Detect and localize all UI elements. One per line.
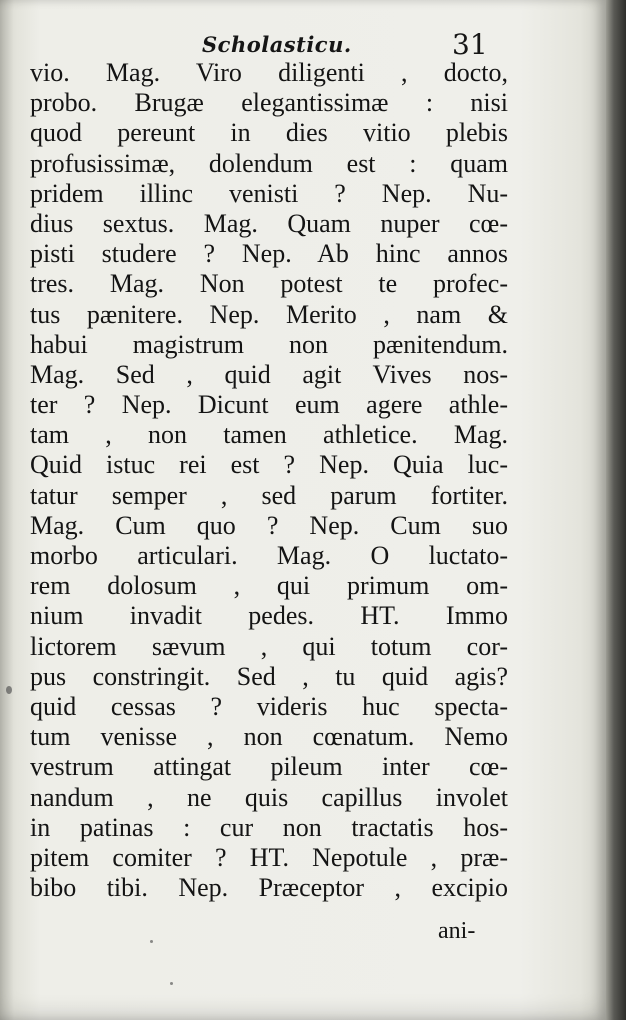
- text-line: lictorem sævum , qui totum cor-: [30, 631, 508, 661]
- text-line: profusissimæ, dolendum est : quam: [30, 148, 508, 178]
- text-line: Mag. Cum quo ? Nep. Cum suo: [30, 510, 508, 540]
- text-line: bibo tibi. Nep. Præceptor , excipio: [30, 873, 508, 903]
- text-line: tatur semper , sed parum fortiter.: [30, 480, 508, 510]
- text-line: rem dolosum , qui primum om-: [30, 571, 508, 601]
- text-line: pisti studere ? Nep. Ab hinc annos: [30, 239, 508, 269]
- page-edge-shadow: [606, 0, 626, 1020]
- text-line: Quid istuc rei est ? Nep. Quia luc-: [30, 450, 508, 480]
- text-line: pridem illinc venisti ? Nep. Nu-: [30, 178, 508, 208]
- text-line: quid cessas ? videris huc specta-: [30, 691, 508, 721]
- text-line: vio. Mag. Viro diligenti , docto,: [30, 58, 508, 87]
- running-head: Scholasticu.: [202, 32, 352, 57]
- text-line: habui magistrum non pænitendum.: [30, 329, 508, 359]
- text-line: probo. Brugæ elegantissimæ : nisi: [30, 88, 508, 118]
- page-number: 31: [452, 28, 488, 61]
- text-line: in patinas : cur non tractatis hos-: [30, 812, 508, 842]
- text-line: morbo articulari. Mag. O luctato-: [30, 541, 508, 570]
- text-line: pus constringit. Sed , tu quid agis?: [30, 661, 508, 691]
- text-line: ter ? Nep. Dicunt eum agere athle-: [30, 390, 508, 420]
- body-text: [30, 58, 508, 903]
- ink-speck: [150, 940, 153, 943]
- text-line: pitem comiter ? HT. Nepotule , præ-: [30, 842, 508, 872]
- text-line: nandum , ne quis capillus involet: [30, 782, 508, 812]
- text-line: tum venisse , non cœnatum. Nemo: [30, 722, 508, 752]
- ink-speck: [170, 982, 173, 985]
- text-line: tres. Mag. Non potest te profec-: [30, 269, 508, 299]
- text-line: Mag. Sed , quid agit Vives nos-: [30, 359, 508, 389]
- text-line: tus pænitere. Nep. Merito , nam &: [30, 299, 508, 329]
- text-line: tam , non tamen athletice. Mag.: [30, 420, 508, 450]
- ink-speck: [6, 686, 12, 694]
- text-line: quod pereunt in dies vitio plebis: [30, 118, 508, 148]
- text-line: vestrum attingat pileum inter cœ-: [30, 752, 508, 782]
- text-line: nium invadit pedes. HT. Immo: [30, 601, 508, 631]
- catchword: ani-: [438, 918, 476, 944]
- text-line: dius sextus. Mag. Quam nuper cœ-: [30, 208, 508, 238]
